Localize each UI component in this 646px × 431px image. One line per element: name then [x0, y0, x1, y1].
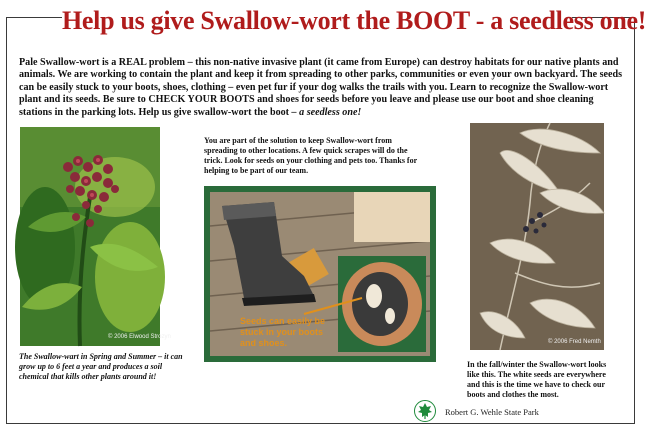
caption-winter: In the fall/winter the Swallow-wort looks like this. The white seeds are everywhere and this is the time we have to check our boots and clothes the most.: [467, 360, 607, 399]
caption-summer: The Swallow-wart in Spring and Summer – it can grow up to 6 feet a year and produces a soil chemical that kills other plants around it!: [19, 352, 183, 381]
intro-paragraph: [19, 57, 625, 119]
intro-body: Pale Swallow-wort is a REAL problem – this non-native invasive plant (it came from Europe) can destroy habitats for our native plants and animals. We are working to contain the plant and keep it from spreading to other parks, communities or even your own backyard. The seeds can be easily stuck to your boots, shoes, clothing – even pet fur if your dog walks the trails with you. Learn to recognize the Swallow-wort plant and its seeds. Be sure to CHECK YOUR BOOTS and shoes for seeds before you leave and please use our boot and shoe cleaning stations in the parking lots. Help us give swallow-wort the boot: [19, 57, 623, 118]
left-photo-credit: © 2006 Elwood Strozyn: [108, 334, 171, 340]
seed-note: Seeds can easily be stuck in your boots and shoes.: [240, 316, 326, 348]
swallow-wort-summer-photo: [20, 127, 171, 346]
right-photo-credit: © 2006 Fred Nemth: [548, 339, 601, 345]
swallow-wort-winter-photo: [470, 123, 604, 350]
caption-boot-instructions: You are part of the solution to keep Swallow-wort from spreading to other locations. A few quick scrapes will do the trick. Look for seeds on your clothing and pets too. Thanks for helping to be part of our team.: [204, 136, 417, 175]
swallow-wort-summer-illustration: [20, 127, 160, 346]
swallow-wort-winter-illustration: [470, 123, 604, 350]
intro-emphasis: – a seedless one!: [289, 106, 362, 118]
poster-title: Help us give Swallow-wort the BOOT - a seedless one!: [62, 4, 572, 38]
park-name: Robert G. Wehle State Park: [445, 407, 539, 417]
state-park-leaf-icon: [414, 400, 436, 422]
